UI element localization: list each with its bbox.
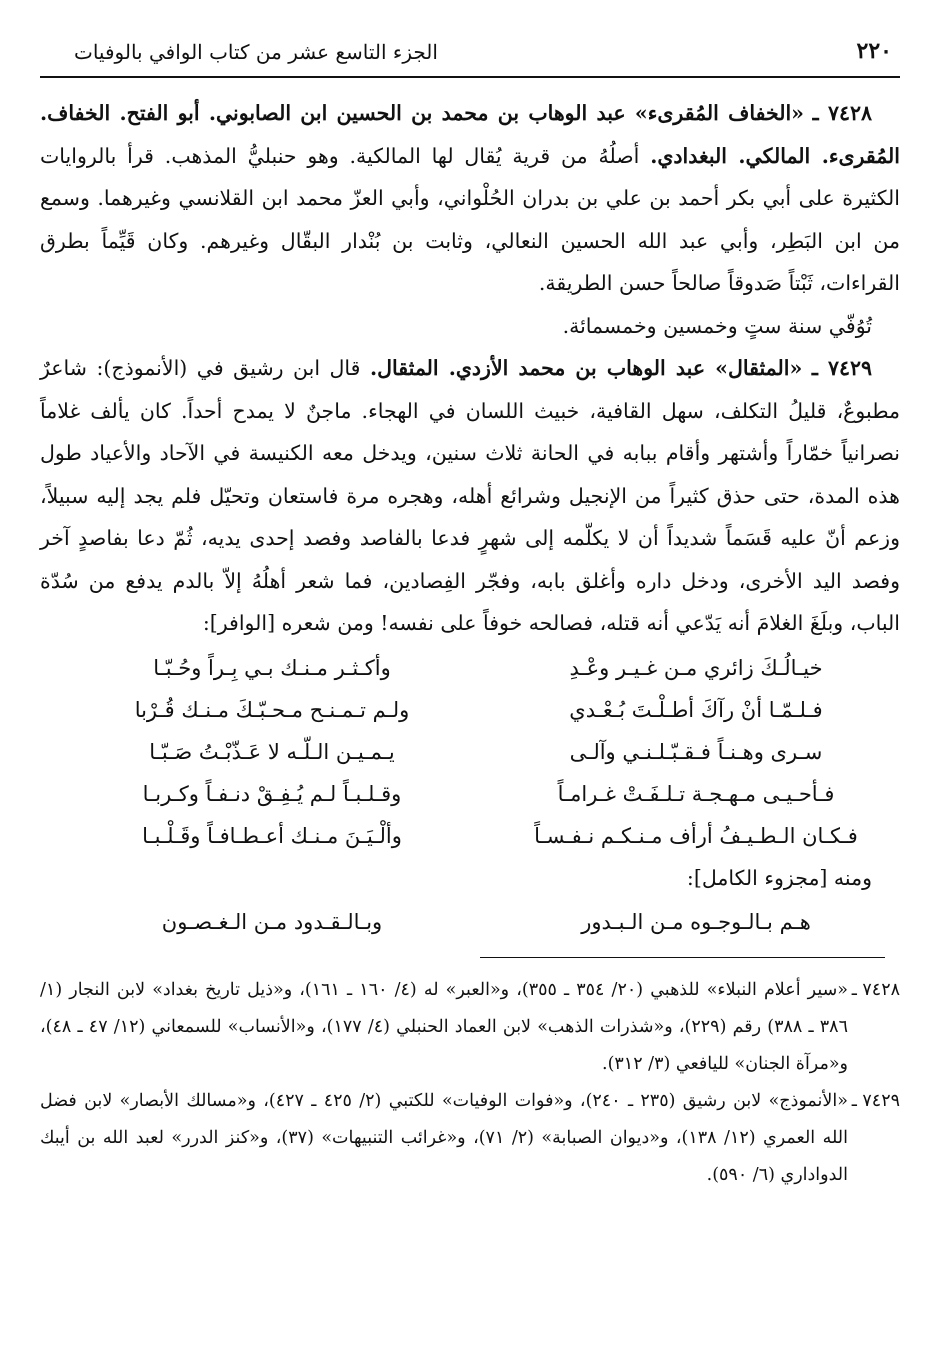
verse (40, 689, 900, 731)
hemistich-first: سـرى وهـنـاً فـقـبّـلـنـي وآلـى (569, 739, 823, 764)
entry-heading: «الخفاف المُقرىء» عبد الوهاب بن محمد بن الحسين ابن الصابوني. أبو الفتح. الخفاف. المُقرىء. المالكي. البغدادي. (40, 101, 900, 168)
footnote-number: ٧٤٢٨ ـ (851, 980, 900, 1000)
hemistich-first: فـأحـيـى مـهـجـة تـلـفَـتْ غـرامـاً (557, 781, 835, 806)
entry-number: ٧٤٢٩ ـ (811, 356, 872, 380)
footnote-rule (480, 957, 885, 958)
footnote-text: «سير أعلام النبلاء» للذهبي (٢٠/ ٣٥٤ ـ ٣٥٥)، و«العبر» له (٤/ ١٦٠ ـ ١٦١)، و«ذيل تاريخ بغداد» لابن النجار (١/ ٣٨٦ ـ ٣٨٨) رقم (٢٢٩)، و«شذرات الذهب» لابن العماد الحنبلي (٤/ ١٧٧)، و«الأنساب» للسمعاني (١٢/ ٤٧ ـ ٤٨)، و«مرآة الجنان» لليافعي (٣/ ٣١٢). (40, 980, 848, 1074)
footnote (40, 972, 900, 1083)
footnotes (40, 972, 900, 1194)
verse (40, 731, 900, 773)
hemistich-second: وأكـثـر مـنـك بـي بِـراً وحُـبّـا (153, 655, 391, 680)
running-title: الجزء التاسع عشر من كتاب الوافي بالوفيات (74, 40, 438, 64)
verse (40, 647, 900, 689)
entry-7428 (40, 92, 900, 305)
entry-number: ٧٤٢٨ ـ (812, 101, 872, 125)
page-header (40, 30, 900, 78)
verse (40, 815, 900, 857)
entry-heading: «المثقال» عبد الوهاب بن محمد الأزدي. المثقال. (370, 356, 803, 380)
poem-kamil (40, 901, 900, 943)
hemistich-first: هـم بـالـوجـوه مـن الـبـدور (581, 910, 811, 934)
footnote-separator (40, 957, 900, 958)
hemistich-second: وبـالـقـدود مـن الـغـصـون (161, 910, 383, 934)
meter-label: ومنه [مجزوء الكامل]: (686, 865, 872, 890)
entry-body: أصلُهُ من قرية يُقال لها المالكية. وهو حنبليُّ المذهب. قرأ بالروايات الكثيرة على أبي بكر أحمد بن علي بن بدران الحُلْواني، وأبي العزّ محمد ابن القلانسي وغيرهما. وسمع من ابن البَطِر، وأبي عبد الله الحسين النعالي، وثابت بن بُنْدار البقّال وغيرهم. وكان قَيِّماً بطرق القراءات، ثَبْتاً صَدوقاً صالحاً حسن الطريقة. (40, 143, 900, 295)
hemistich-second: وألْـيَـنَ مـنـك أعـطـافـاً وقَـلْـبـا (142, 823, 402, 848)
death-note: تُوُفّي سنة ستٍ وخمسين وخمسمائة. (562, 313, 872, 338)
entry-7429 (40, 347, 900, 645)
hemistich-first: خيـالُـكَ زائري مـن غـيـر وعْـدِ (569, 655, 823, 680)
hemistich-second: وقـلـبـاً لـم يُـفِـقْ دنـفـاً وكـربـا (142, 781, 402, 806)
hemistich-first: فـلـمّـا أنْ رآكَ أطـلْـتَ بُـعْـدي (569, 697, 823, 722)
hemistich-second: يـمـيـن الـلّـه لا عَـذّبْـتُ صَـبّـا (149, 739, 395, 764)
main-text (40, 92, 900, 943)
footnote (40, 1083, 900, 1194)
footnote-text: «الأنموذج» لابن رشيق (٢٣٥ ـ ٢٤٠)، و«فوات الوفيات» للكتبي (٢/ ٤٢٥ ـ ٤٢٧)، و«مسالك الأبصار» لابن فضل الله العمري (١٢/ ١٣٨)، و«ديوان الصبابة» (٢/ ٧١)، و«غرائب التنبيهات» (٣٧)، و«كنز الدرر» لعبد الله بن أيبك الدواداري (٦/ ٥٩٠). (40, 1091, 848, 1185)
verse (40, 901, 900, 943)
hemistich-first: فـكـان الـطـيـفُ أرأف مـنـكـم نـفـسـاً (534, 823, 858, 848)
footnote-number: ٧٤٢٩ ـ (851, 1091, 900, 1111)
entry-body: قال ابن رشيق في (الأنموذج): شاعرٌ مطبوعٌ، قليلُ التكلف، سهل القافية، خبيث اللسان في الهجاء. ماجنٌ لا يمدح أحداً. كان يألف غلاماً نصرانياً خمّاراً وأشتهر وأقام ببابه في الحانة ثلاث سنين، ويدخل معه الكنيسة في الآحاد والأعياد طول هذه المدة، حتى حذق كثيراً من الإنجيل وشرائع أهله، وهجره مرة فاستعان وتحيّل فلم يجد إليه سبيلاً، وزعم أنّ عليه قَسَماً شديداً أن لا يكلّمه إلى شهرٍ فدعا بالفاصد وفصد إحدى يديه، ثُمّ دعا بفاصدٍ آخر وفصد اليد الأخرى، ودخل داره وأغلق بابه، وفجّر الفِصادين، فما شعر أهلُهُ إلاّ بالدم يدفع من سُدّة الباب، وبلَغَ الغلامَ أنه يَدّعي أنه قتله، فصالحه خوفاً على نفسه! ومن شعره [الوافر]: (40, 356, 901, 635)
verse (40, 773, 900, 815)
book-page (40, 30, 900, 1350)
page-number: ٢٢٠ (856, 38, 892, 64)
hemistich-second: ولـم تـمـنـح مـحـبّـكَ مـنـك قُـرْبا (134, 697, 410, 722)
poem-wafir (40, 647, 900, 857)
